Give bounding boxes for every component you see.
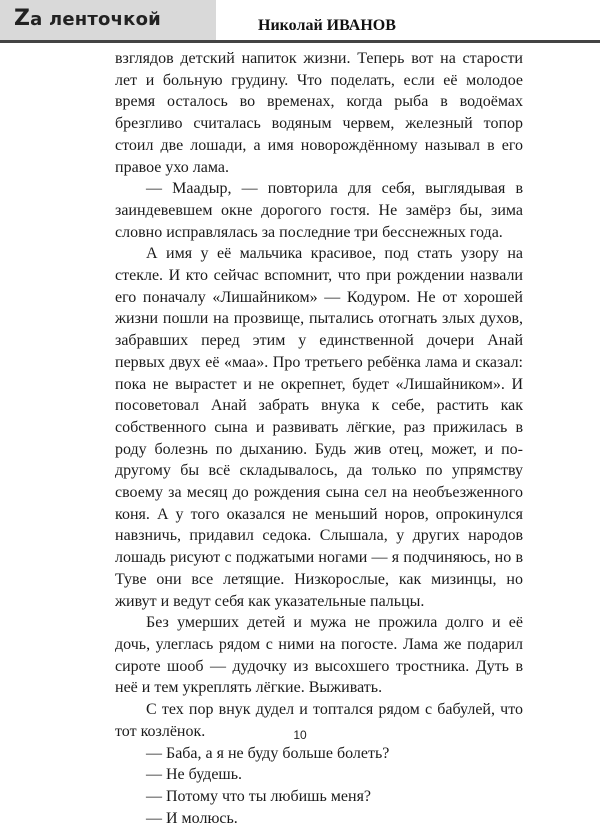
paragraph: С тех пор внук дудел и топтался рядом с бабулей, что тот козлёнок. — [115, 701, 523, 740]
dialogue-line: — Не будешь. — [146, 766, 243, 784]
section-title — [14, 6, 161, 31]
dialogue-line: — Потому что ты любишь меня? — [146, 787, 372, 805]
paragraph: взглядов детский напиток жизни. Теперь вот на старости лет и больную грудину. Что поделать, если её молодое время осталось во временах, когда рыба в водоёмах брезгливо считалась водяным червем, железный топор стоил две лошади, а имя новорождённому называл в его правое ухо лама. — [115, 50, 523, 176]
dialogue-line: — И молюсь. — [146, 809, 238, 827]
paragraph: Без умерших детей и мужа не прожила долго и её дочь, улеглась рядом с ними на погосте. Лама же подарил сироте шооб — дудочку из высохшего тростника. Дуть в неё и тем укреплять лёгкие. Выживать. — [115, 614, 523, 697]
dialogue-line: — Баба, а я не буду больше болеть? — [146, 744, 390, 762]
paragraph: — Маадыр, — повторила для себя, выглядывая в заиндевевшем окне дорогого гостя. Не замёрз бы, зима словно исправлялась за последние три бесснежных года. — [115, 180, 523, 241]
paragraph: А имя у её мальчика красивое, под стать узору на стекле. И кто сейчас вспомнит, что при рождении назвали его поначалу «Лишайником» — Кодуром. Не от хорошей жизни пошли на прозвище, пытались отогнать злых духов, забравших перед этим у единственной дочери Анай первых двух её «маа». Про третьего ребёнка лама и сказал: пока не вырастет и не окрепнет, будет «Лишайником». И посоветовал Анай забрать внука к себе, растить как собственного сына и развивать лёгкие, раз прижилась в роду болезнь по дыханию. Будь жив отец, может, и по-другому бы всё складывалось, да только по упрямству своему за месяц до рождения сына сел на необъезженного коня. А у того оказался не меньший норов, опрокинулся навзничь, придавил седока. Слышала, у других народов лошадь рисуют с поджатыми ногами — я подчиняюсь, но в Туве они все летящие. Низкорослые, как мизинцы, но живут и ведут себя как указательные пальцы. — [115, 245, 523, 610]
header-rule — [0, 40, 600, 43]
body-text — [115, 48, 523, 829]
page-number: 10 — [293, 728, 307, 742]
section-title-rest: а ленточкой — [30, 9, 161, 30]
section-title-initial: Z — [14, 6, 31, 31]
running-header — [0, 0, 600, 40]
author-name: Николай ИВАНОВ — [258, 17, 396, 34]
section-title-tab — [0, 0, 216, 40]
